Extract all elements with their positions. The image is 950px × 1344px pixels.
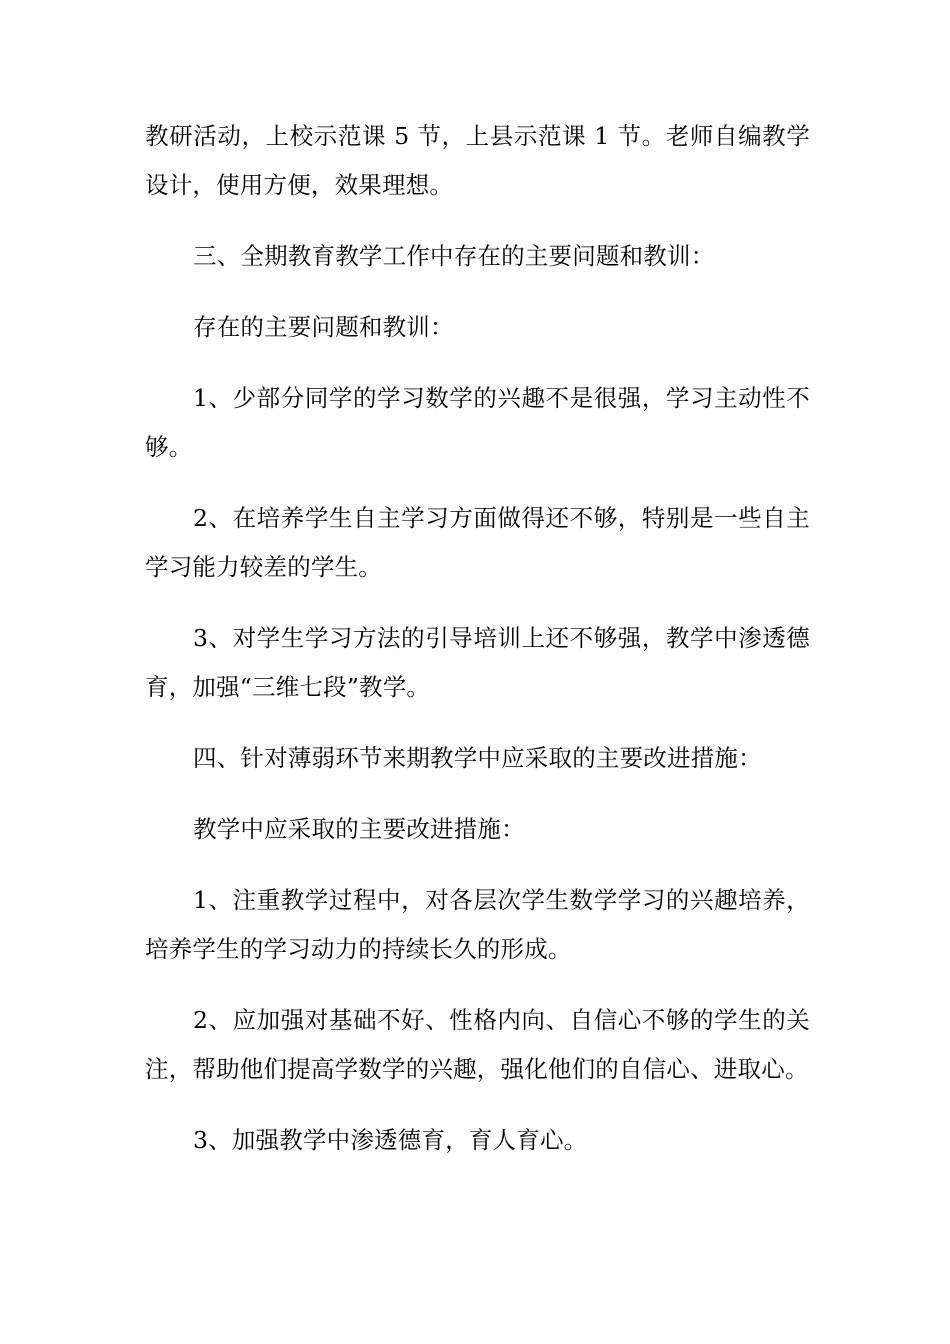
problem-item-3: 3、对学生学习方法的引导培训上还不够强，教学中渗透德育，加强“三维七段”教学。 (145, 624, 810, 701)
document-body (145, 112, 810, 1187)
subheading-problems: 存在的主要问题和教训： (193, 313, 454, 341)
measure-item-1: 1、注重教学过程中，对各层次学生数学学习的兴趣培养，培养学生的学习动力的持续长久的形成。 (145, 886, 810, 963)
section-heading-three: 三、全期教育教学工作中存在的主要问题和教训： (193, 242, 715, 270)
subheading-measures: 教学中应采取的主要改进措施： (193, 815, 525, 843)
section-heading-four: 四、针对薄弱环节来期教学中应采取的主要改进措施： (193, 744, 762, 772)
measure-item-3: 3、加强教学中渗透德育，育人育心。 (193, 1126, 588, 1154)
problem-item-1: 1、少部分同学的学习数学的兴趣不是很强，学习主动性不够。 (145, 384, 810, 461)
measure-item-2: 2、应加强对基础不好、性格内向、自信心不够的学生的关注，帮助他们提高学数学的兴趣，强化他们的自信心、进取心。 (145, 1006, 810, 1083)
problem-item-2: 2、在培养学生自主学习方面做得还不够，特别是一些自主学习能力较差的学生。 (145, 504, 810, 581)
paragraph-continuation: 教研活动，上校示范课 5 节，上县示范课 1 节。老师自编教学设计，使用方便，效果理想。 (145, 122, 810, 199)
